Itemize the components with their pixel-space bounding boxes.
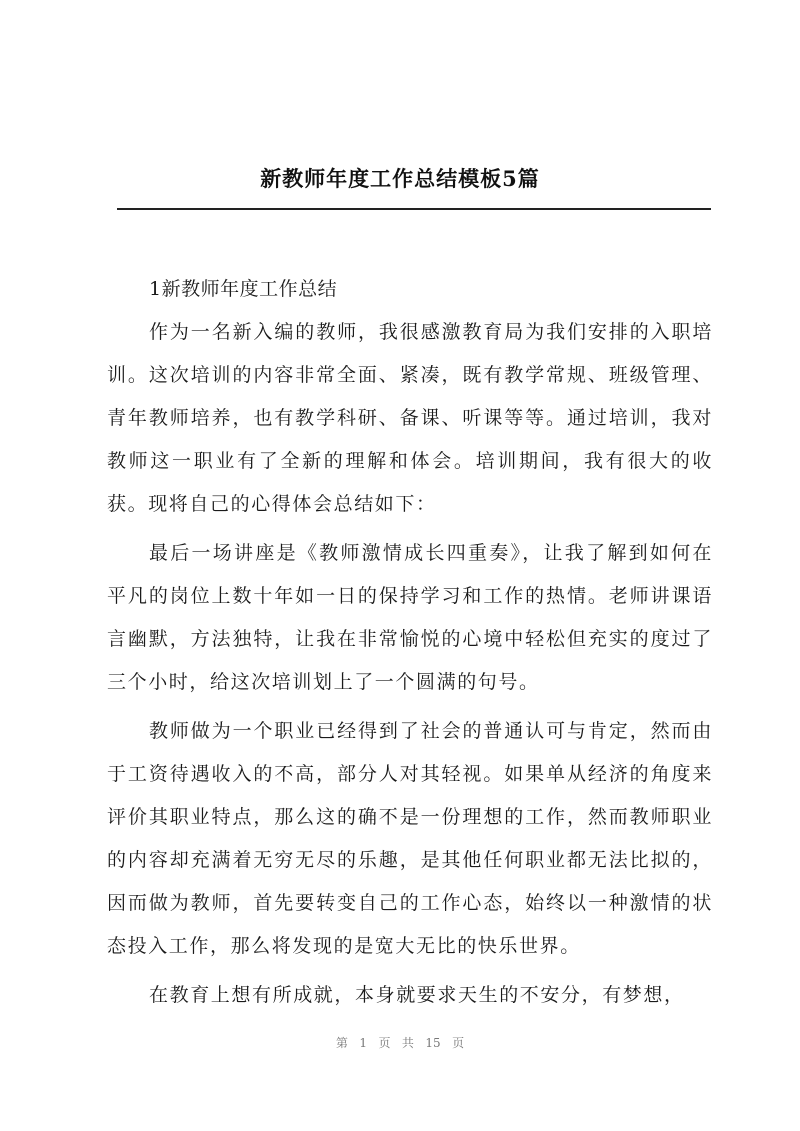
document-body (107, 268, 713, 1023)
page-footer (0, 1034, 800, 1051)
footer-total-pages: 15 (425, 1036, 441, 1050)
paragraph-2: 最后一场讲座是《教师激情成长四重奏》，让我了解到如何在平凡的岗位上数十年如一日的保持学习和工作的热情。老师讲课语言幽默，方法独特，让我在非常愉悦的心境中轻松但充实的度过了三个小时，给这次培训划上了一个圆满的句号。 (107, 542, 713, 693)
paragraph-4: 在教育上想有所成就，本身就要求天生的不安分，有梦想， (149, 984, 685, 1006)
footer-label-total-suffix: 页 (452, 1036, 465, 1050)
paragraph-1: 作为一名新入编的教师，我很感激教育局为我们安排的入职培训。这次培训的内容非常全面、紧凑，既有教学常规、班级管理、青年教师培养，也有教学科研、备课、听课等等。通过培训，我对教师这一职业有了全新的理解和体会。培训期间，我有很大的收获。现将自己的心得体会总结如下： (107, 321, 713, 515)
document-title: 新教师年度工作总结模板5篇 (260, 166, 540, 191)
footer-label-total-prefix: 页 共 (378, 1036, 414, 1050)
paragraph-3: 教师做为一个职业已经得到了社会的普通认可与肯定，然而由于工资待遇收入的不高，部分人对其轻视。如果单从经济的角度来评价其职业特点，那么这的确不是一份理想的工作，然而教师职业的内容却充满着无穷无尽的乐趣，是其他任何职业都无法比拟的，因而做为教师，首先要转变自己的工作心态，始终以一种激情的状态投入工作，那么将发现的是宽大无比的快乐世界。 (107, 720, 713, 957)
footer-current-page: 1 (359, 1036, 367, 1050)
title-underline (117, 208, 711, 210)
footer-label-page: 第 (335, 1036, 348, 1050)
section-heading: 1新教师年度工作总结 (149, 278, 338, 300)
